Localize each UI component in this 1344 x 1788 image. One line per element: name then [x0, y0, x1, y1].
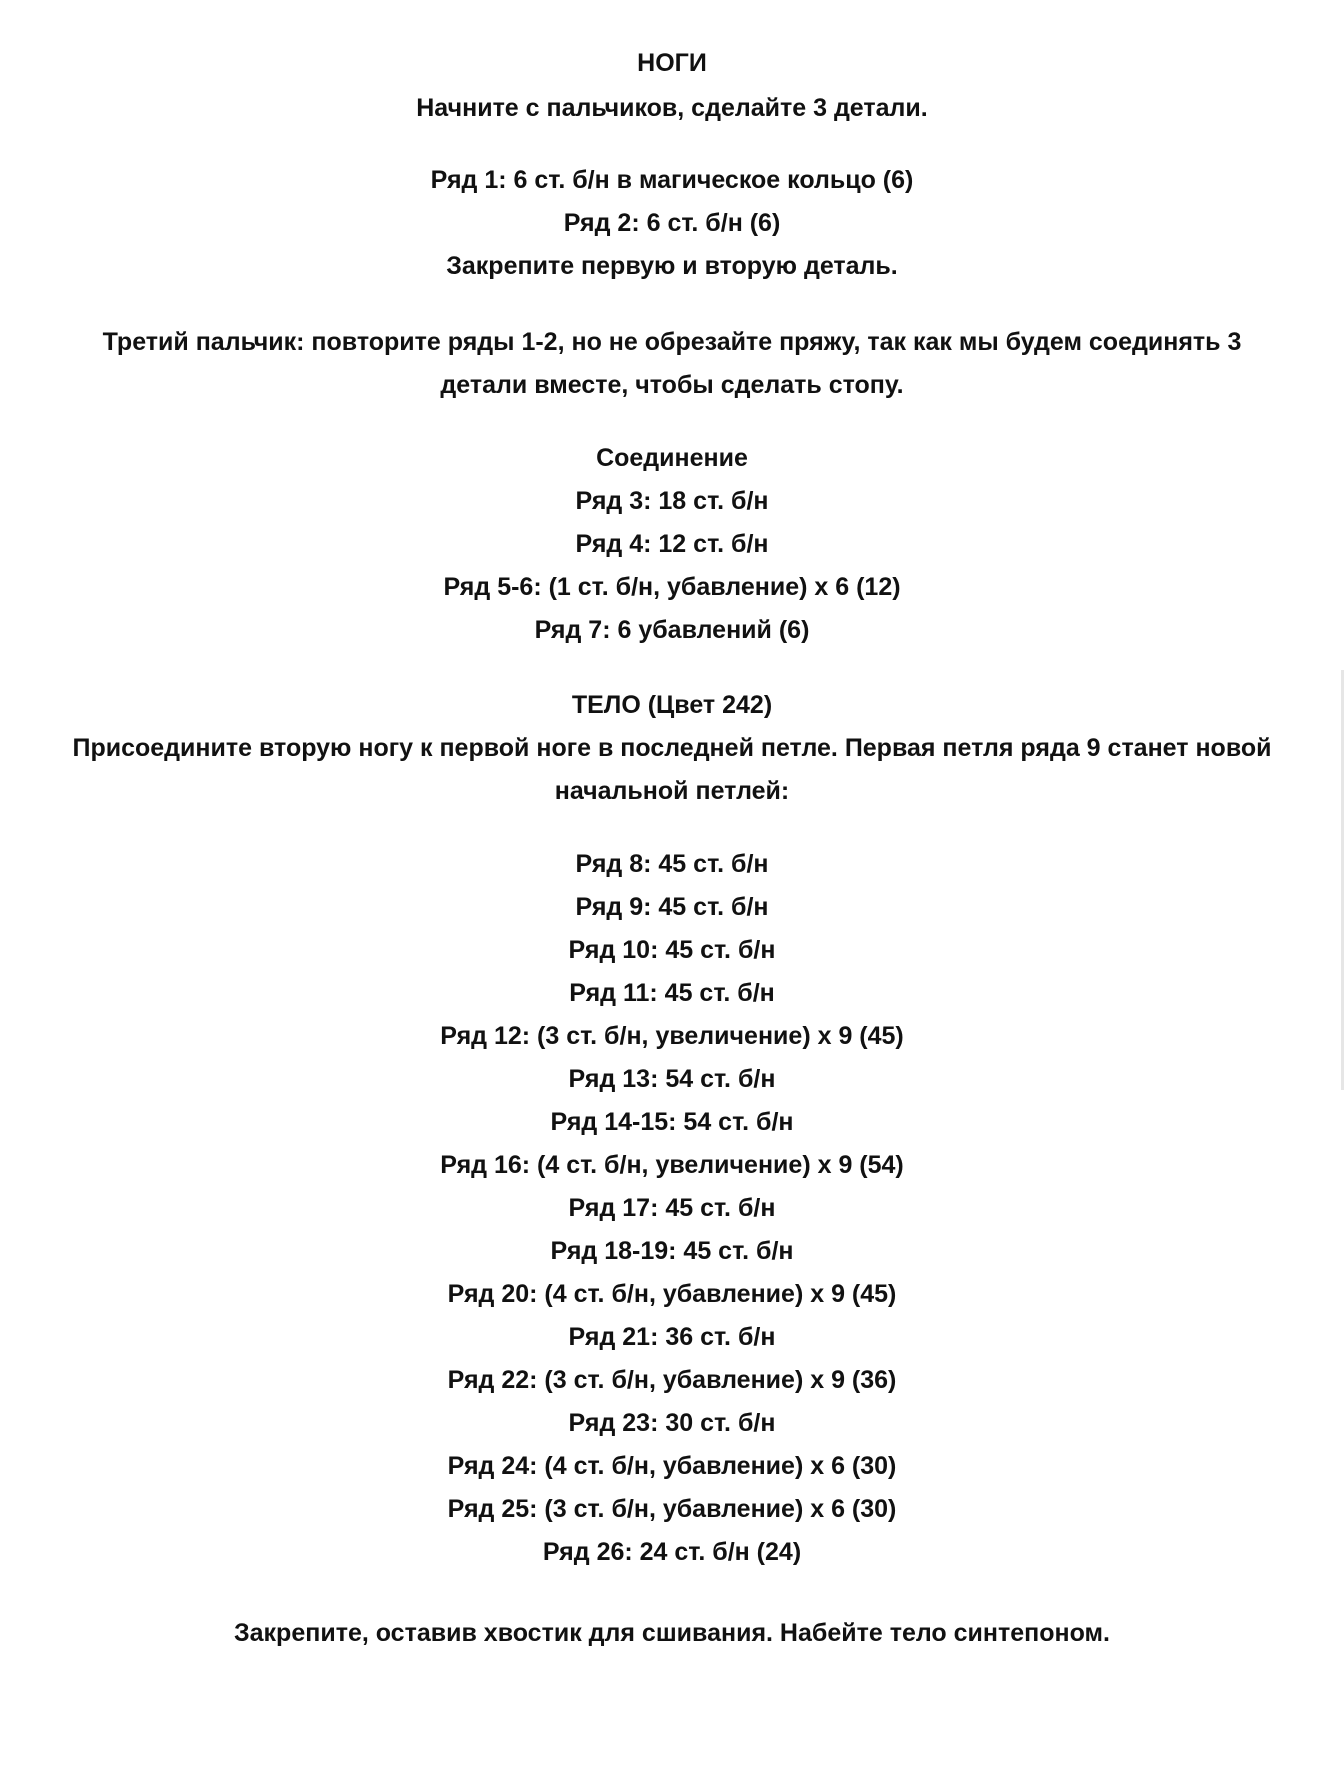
joining-row: Ряд 4: 12 ст. б/н	[575, 530, 769, 558]
joining-row: Ряд 7: 6 убавлений (6)	[534, 616, 810, 644]
body-row: Ряд 23: 30 ст. б/н	[568, 1409, 776, 1437]
body-intro-line-1: Присоедините вторую ногу к первой ноге в последней петле. Первая петля ряда 9 станет новой	[72, 734, 1272, 762]
body-row: Ряд 9: 45 ст. б/н	[575, 893, 769, 921]
body-row: Ряд 8: 45 ст. б/н	[575, 850, 769, 878]
body-row: Ряд 20: (4 ст. б/н, убавление) х 9 (45)	[447, 1280, 897, 1308]
legs-intro: Начните с пальчиков, сделайте 3 детали.	[416, 94, 928, 122]
body-row: Ряд 13: 54 ст. б/н	[568, 1065, 776, 1093]
body-row: Ряд 17: 45 ст. б/н	[568, 1194, 776, 1222]
final-note: Закрепите, оставив хвостик для сшивания. Набейте тело синтепоном.	[233, 1619, 1110, 1647]
body-title: ТЕЛО (Цвет 242)	[571, 691, 773, 719]
third-toe-note-line-1: Третий пальчик: повторите ряды 1-2, но не обрезайте пряжу, так как мы будем соединять 3	[102, 328, 1242, 356]
legs-title: НОГИ	[637, 49, 707, 77]
toe-row: Ряд 1: 6 ст. б/н в магическое кольцо (6)	[430, 166, 914, 194]
joining-row: Ряд 5-6: (1 ст. б/н, убавление) х 6 (12)	[443, 573, 901, 601]
body-row: Ряд 25: (3 ст. б/н, убавление) х 6 (30)	[447, 1495, 897, 1523]
toe-fasten-note: Закрепите первую и вторую деталь.	[446, 252, 898, 280]
body-intro-line-2: начальной петлей:	[554, 777, 790, 805]
body-row: Ряд 21: 36 ст. б/н	[568, 1323, 776, 1351]
body-row: Ряд 12: (3 ст. б/н, увеличение) х 9 (45)	[440, 1022, 904, 1050]
body-row: Ряд 16: (4 ст. б/н, увеличение) х 9 (54)	[440, 1151, 904, 1179]
body-row: Ряд 11: 45 ст. б/н	[569, 979, 775, 1007]
joining-row: Ряд 3: 18 ст. б/н	[575, 487, 769, 515]
toe-row: Ряд 2: 6 ст. б/н (6)	[563, 209, 781, 237]
body-row: Ряд 10: 45 ст. б/н	[568, 936, 776, 964]
body-row: Ряд 26: 24 ст. б/н (24)	[542, 1538, 802, 1566]
joining-title: Соединение	[596, 444, 748, 472]
body-row: Ряд 22: (3 ст. б/н, убавление) х 9 (36)	[447, 1366, 897, 1394]
body-row: Ряд 18-19: 45 ст. б/н	[550, 1237, 794, 1265]
body-row: Ряд 14-15: 54 ст. б/н	[550, 1108, 794, 1136]
third-toe-note-line-2: детали вместе, чтобы сделать стопу.	[440, 371, 904, 399]
body-row: Ряд 24: (4 ст. б/н, убавление) х 6 (30)	[447, 1452, 897, 1480]
